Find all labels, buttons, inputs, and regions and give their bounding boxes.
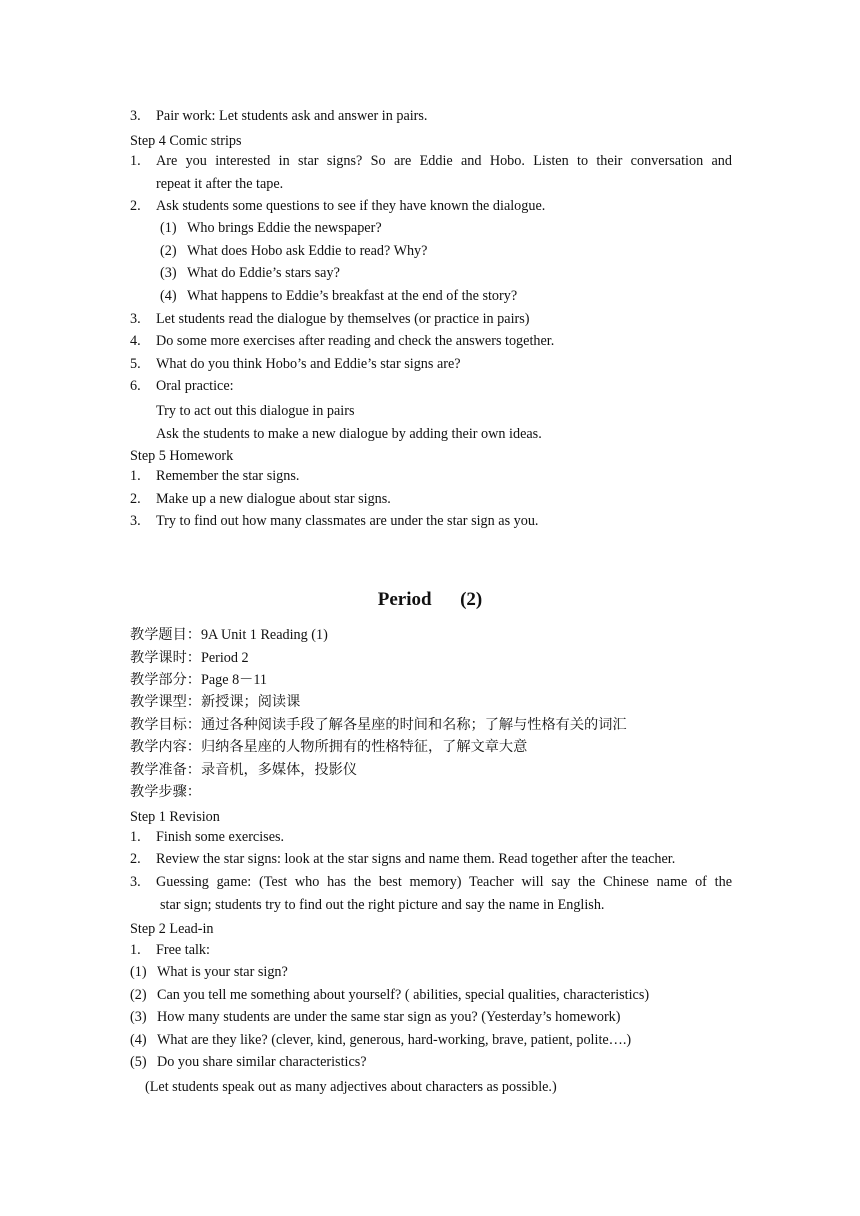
- question-number: (4): [130, 1032, 147, 1048]
- question-text: Can you tell me something about yourself? ( abilities, special qualities, characteristics): [157, 987, 650, 1003]
- item-number: 2.: [130, 198, 141, 214]
- meta-line: 教学步骤：: [130, 784, 201, 800]
- step4-heading: Step 4 Comic strips: [130, 133, 242, 149]
- question-text: What do Eddie’s stars say?: [187, 265, 340, 281]
- step5-heading: Step 5 Homework: [130, 448, 234, 464]
- item-number: 5.: [130, 356, 141, 372]
- question-text: Who brings Eddie the newspaper?: [187, 220, 382, 236]
- question-number: (1): [160, 220, 177, 236]
- question-text: What happens to Eddie’s breakfast at the end of the story?: [187, 288, 518, 304]
- question-text: What does Hobo ask Eddie to read? Why?: [187, 243, 428, 259]
- item-text: Guessing game: (Test who has the best memory) Teacher will say the Chinese name of the: [156, 874, 732, 890]
- question-text: What are they like? (clever, kind, generous, hard-working, brave, patient, polite….): [157, 1032, 632, 1048]
- question-number: (1): [130, 964, 147, 980]
- activity-note: (Let students speak out as many adjectives about characters as possible.): [145, 1079, 557, 1095]
- item-text: Make up a new dialogue about star signs.: [156, 491, 391, 507]
- item-number: 4.: [130, 333, 141, 349]
- item-number: 3.: [130, 513, 141, 529]
- step2-heading: Step 2 Lead-in: [130, 921, 214, 937]
- item-text: Remember the star signs.: [156, 468, 300, 484]
- item-text: What do you think Hobo’s and Eddie’s star signs are?: [156, 356, 461, 372]
- meta-line: 教学内容：归纳各星座的人物所拥有的性格特征，了解文章大意: [130, 739, 528, 755]
- meta-line: 教学部分：Page 8－11: [130, 672, 268, 688]
- item-text: Are you interested in star signs? So are Eddie and Hobo. Listen to their conversation and: [156, 153, 732, 169]
- item-number: 3.: [130, 874, 141, 890]
- question-text: How many students are under the same star sign as you? (Yesterday’s homework): [157, 1009, 621, 1025]
- question-text: What is your star sign?: [157, 964, 288, 980]
- question-number: (5): [130, 1054, 147, 1070]
- question-number: (4): [160, 288, 177, 304]
- meta-line: 教学题目：9A Unit 1 Reading (1): [130, 627, 328, 643]
- period-title: Period (2): [377, 589, 483, 610]
- item-number: 2.: [130, 491, 141, 507]
- item-number: 1.: [130, 153, 141, 169]
- oral-practice-line: Try to act out this dialogue in pairs: [156, 403, 355, 419]
- item-text: Ask students some questions to see if they have known the dialogue.: [156, 198, 546, 214]
- meta-line: 教学课型：新授课；阅读课: [130, 694, 301, 710]
- meta-line: 教学目标：通过各种阅读手段了解各星座的时间和名称；了解与性格有关的词汇: [130, 717, 627, 733]
- question-number: (2): [160, 243, 177, 259]
- step1-heading: Step 1 Revision: [130, 809, 220, 825]
- item-text-continued: star sign; students try to find out the right picture and say the name in English.: [160, 897, 605, 913]
- item-text: Finish some exercises.: [156, 829, 285, 845]
- item-number: 3.: [130, 311, 141, 327]
- oral-practice-line: Ask the students to make a new dialogue by adding their own ideas.: [156, 426, 542, 442]
- item-text: Review the star signs: look at the star signs and name them. Read together after the teacher.: [156, 851, 676, 867]
- item-text: Pair work: Let students ask and answer in pairs.: [156, 108, 428, 124]
- item-text: Oral practice:: [156, 378, 234, 394]
- item-number: 1.: [130, 942, 141, 958]
- item-text-continued: repeat it after the tape.: [156, 176, 284, 192]
- question-number: (3): [160, 265, 177, 281]
- question-text: Do you share similar characteristics?: [157, 1054, 367, 1070]
- item-number: 3.: [130, 108, 141, 124]
- question-number: (2): [130, 987, 147, 1003]
- meta-line: 教学准备：录音机，多媒体，投影仪: [130, 762, 358, 778]
- item-number: 1.: [130, 829, 141, 845]
- item-number: 2.: [130, 851, 141, 867]
- item-text: Do some more exercises after reading and check the answers together.: [156, 333, 555, 349]
- question-number: (3): [130, 1009, 147, 1025]
- item-text: Try to find out how many classmates are under the star sign as you.: [156, 513, 539, 529]
- item-number: 1.: [130, 468, 141, 484]
- item-text: Let students read the dialogue by themselves (or practice in pairs): [156, 311, 530, 327]
- item-number: 6.: [130, 378, 141, 394]
- item-text: Free talk:: [156, 942, 210, 958]
- meta-line: 教学课时：Period 2: [130, 650, 249, 666]
